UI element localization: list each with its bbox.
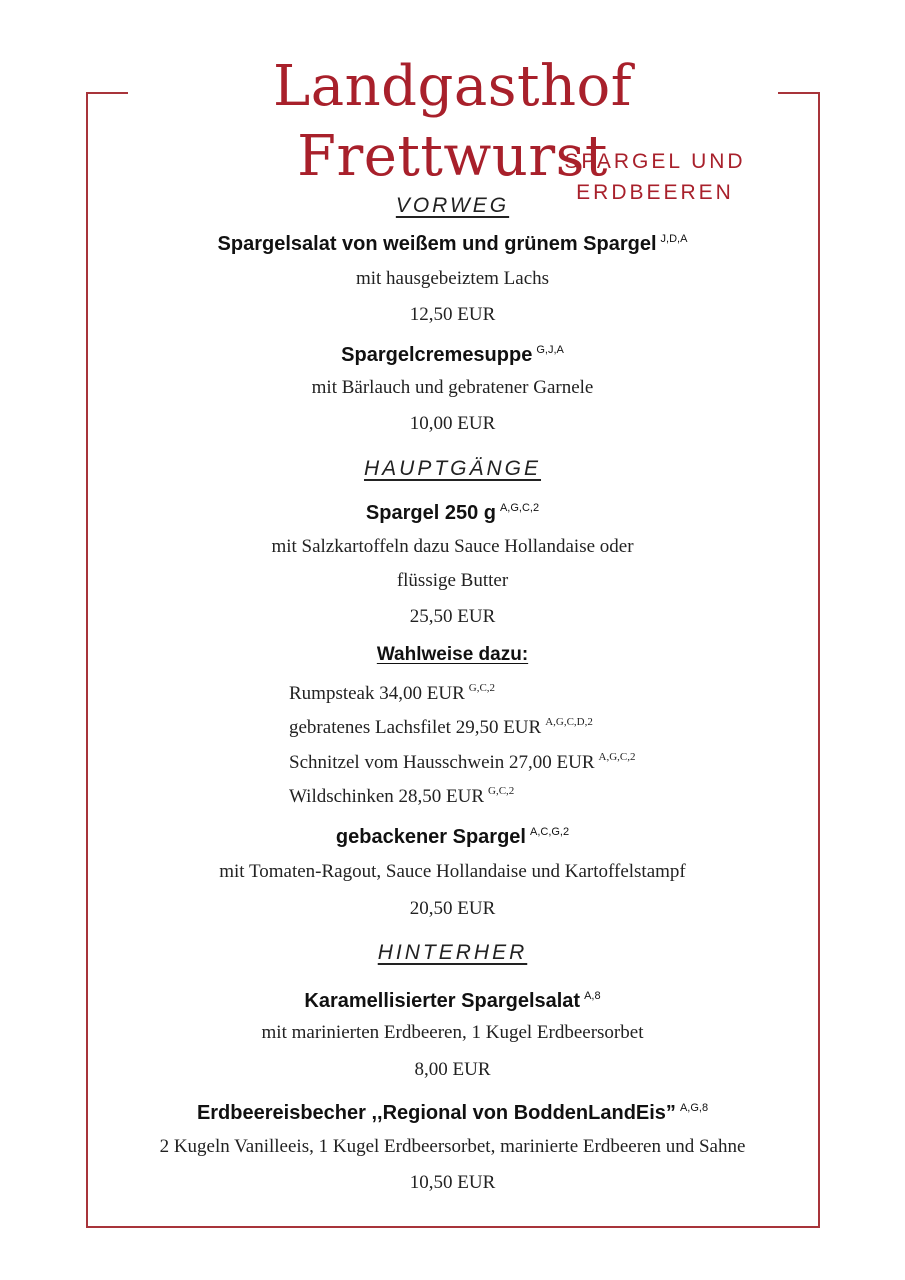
dish-title [0, 990, 905, 1013]
allergen-codes: A,G,C,2 [598, 751, 636, 763]
side-option [289, 785, 514, 808]
options-heading: Wahlweise dazu: [376, 644, 529, 665]
dish-description: mit Tomaten-Ragout, Sauce Hollandaise und Kartoffelstampf [219, 861, 686, 882]
dish-name: Karamellisierter Spargelsalat [304, 990, 581, 1012]
section-heading-hauptgaenge: HAUPTGÄNGE [363, 457, 542, 480]
dish-price: 25,50 EUR [409, 606, 496, 627]
allergen-codes: G,C,2 [468, 682, 496, 694]
option-text: Rumpsteak 34,00 EUR [289, 683, 465, 704]
subtitle-line-1: SPARGEL UND [564, 150, 746, 173]
dish-description-line-1: mit Salzkartoffeln dazu Sauce Hollandaise oder [271, 536, 634, 557]
option-text: Schnitzel vom Hausschwein 27,00 EUR [289, 752, 595, 773]
dish-description: 2 Kugeln Vanilleeis, 1 Kugel Erdbeersorbet, marinierte Erdbeeren und Sahne [159, 1136, 746, 1157]
dish-title [0, 1102, 905, 1125]
dish-title [0, 233, 905, 256]
allergen-codes: A,8 [584, 990, 601, 1002]
dish-name: Erdbeereisbecher ,,Regional von BoddenLandEis” [196, 1102, 676, 1124]
frame-top-right-rule [778, 92, 818, 94]
frame-top-left-rule [86, 92, 128, 94]
option-text: Wildschinken 28,50 EUR [289, 786, 485, 807]
dish-price: 12,50 EUR [409, 304, 496, 325]
restaurant-title: Landgasthof Frettwurst [273, 54, 632, 189]
subtitle-line-2: ERDBEEREN [576, 181, 734, 204]
allergen-codes: A,C,G,2 [529, 826, 570, 838]
allergen-codes: A,G,C,2 [499, 502, 540, 514]
dish-name: Spargelcremesuppe [341, 344, 533, 366]
allergen-codes: A,G,8 [679, 1102, 709, 1114]
dish-name: Spargelsalat von weißem und grünem Spargel [217, 233, 657, 255]
allergen-codes: G,J,A [536, 344, 564, 356]
dish-price: 10,50 EUR [409, 1172, 496, 1193]
side-option [289, 682, 495, 705]
dish-title [0, 826, 905, 849]
allergen-codes: J,D,A [660, 233, 688, 245]
dish-title [0, 344, 905, 367]
allergen-codes: A,G,C,D,2 [545, 716, 593, 728]
dish-name: gebackener Spargel [335, 826, 526, 848]
dish-description: mit hausgebeiztem Lachs [355, 268, 550, 289]
dish-price: 20,50 EUR [409, 898, 496, 919]
side-option [289, 751, 636, 774]
option-text: gebratenes Lachsfilet 29,50 EUR [289, 717, 542, 738]
dish-price: 8,00 EUR [414, 1059, 491, 1080]
section-heading-vorweg: VORWEG [395, 194, 510, 217]
allergen-codes: G,C,2 [488, 785, 515, 797]
dish-price: 10,00 EUR [409, 413, 496, 434]
side-option [289, 716, 593, 739]
dish-name: Spargel 250 g [365, 502, 496, 524]
dish-title [0, 502, 905, 525]
dish-description: mit Bärlauch und gebratener Garnele [311, 377, 594, 398]
dish-description: mit marinierten Erdbeeren, 1 Kugel Erdbeersorbet [261, 1022, 644, 1043]
section-heading-hinterher: HINTERHER [377, 941, 528, 964]
dish-description-line-2: flüssige Butter [396, 570, 509, 591]
